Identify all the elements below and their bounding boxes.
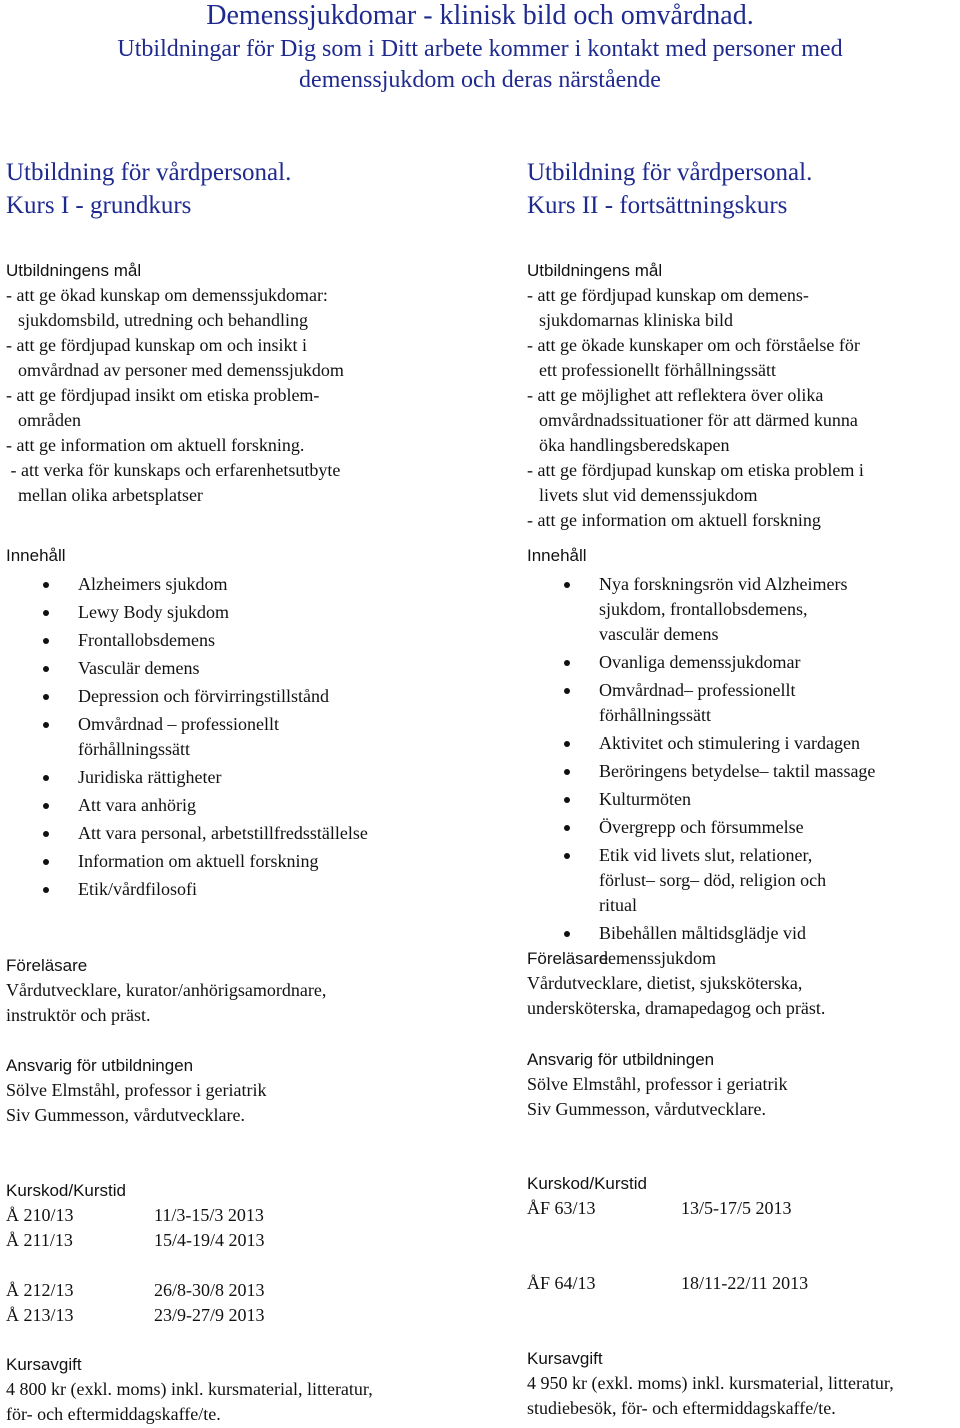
course-2-fee bbox=[527, 1346, 957, 1421]
bullet-icon bbox=[564, 825, 570, 831]
goal-line: - att ge fördjupad kunskap om etiska problem i bbox=[527, 460, 864, 480]
course-1-heading bbox=[6, 156, 466, 222]
goal-line: livets slut vid demenssjukdom bbox=[539, 485, 758, 505]
course-code: ÅF 63/13 bbox=[527, 1198, 596, 1218]
list-item: Etik/vårdfilosofi bbox=[6, 877, 466, 902]
goal-line: - att ge fördjupad kunskap om och insikt i bbox=[6, 335, 307, 355]
bullet-icon bbox=[43, 775, 49, 781]
bullet-icon bbox=[43, 831, 49, 837]
page-title: Demenssjukdomar - klinisk bild och omvårdnad. bbox=[206, 0, 754, 31]
bullet-icon bbox=[43, 859, 49, 865]
course-2-responsible bbox=[527, 1047, 957, 1122]
list-item: Depression och förvirringstillstånd bbox=[6, 684, 466, 709]
schedule-row bbox=[6, 1303, 466, 1328]
goals-label: Utbildningens mål bbox=[6, 261, 142, 280]
schedule-row bbox=[6, 1203, 466, 1228]
course-heading-line: Utbildning för vårdpersonal. bbox=[6, 159, 292, 186]
goal-line: - att ge ökad kunskap om demenssjukdomar: bbox=[6, 285, 328, 305]
list-item: Omvårdnad – professionellt förhållningssätt bbox=[6, 712, 358, 762]
bullet-icon bbox=[564, 931, 570, 937]
list-item: Alzheimers sjukdom bbox=[6, 572, 466, 597]
bullet-icon bbox=[43, 694, 49, 700]
schedule-row bbox=[527, 1196, 957, 1221]
subtitle-line: demenssjukdom och deras närstående bbox=[299, 67, 661, 93]
course-1-lecturers bbox=[6, 953, 466, 1028]
course-heading-line: Utbildning för vårdpersonal. bbox=[527, 159, 813, 186]
goal-line: - att ge ökade kunskaper om och förståelse för bbox=[527, 335, 860, 355]
fee-text: studiebesök, för- och eftermiddagskaffe/te. bbox=[527, 1398, 836, 1418]
list-item: Ovanliga demenssjukdomar bbox=[527, 650, 937, 675]
goal-line: - att ge fördjupad insikt om etiska problem- bbox=[6, 385, 320, 405]
lecturers-label: Föreläsare bbox=[527, 949, 609, 968]
course-dates: 26/8-30/8 2013 bbox=[154, 1280, 265, 1300]
lecturers-text: undersköterska, dramapedagog och präst. bbox=[527, 998, 826, 1018]
lecturers-text: Vårdutvecklare, kurator/anhörigsamordnare, bbox=[6, 980, 327, 1000]
fee-text: 4 950 kr (exkl. moms) inkl. kursmaterial, litteratur, bbox=[527, 1373, 894, 1393]
subtitle-line: Utbildningar för Dig som i Ditt arbete kommer i kontakt med personer med bbox=[117, 36, 843, 62]
course-dates: 18/11-22/11 2013 bbox=[681, 1273, 809, 1293]
list-item: Övergrepp och försummelse bbox=[527, 815, 937, 840]
bullet-icon bbox=[564, 853, 570, 859]
goal-line: öka handlingsberedskapen bbox=[539, 435, 730, 455]
bullet-icon bbox=[43, 803, 49, 809]
list-item: Att vara personal, arbetstillfredsställelse bbox=[6, 821, 466, 846]
list-item: Kulturmöten bbox=[527, 787, 937, 812]
bullet-icon bbox=[43, 722, 49, 728]
course-dates: 13/5-17/5 2013 bbox=[681, 1198, 792, 1218]
list-item: Bibehållen måltidsglädje vid demenssjukdom bbox=[527, 921, 849, 971]
goal-line: omvårdnad av personer med demenssjukdom bbox=[18, 360, 344, 380]
goal-line: - att ge information om aktuell forskning bbox=[527, 510, 821, 530]
goal-line: områden bbox=[18, 410, 81, 430]
content-list bbox=[527, 572, 937, 971]
schedule-row bbox=[6, 1278, 466, 1303]
course-2-lecturers bbox=[527, 946, 957, 1021]
content-label: Innehåll bbox=[527, 546, 587, 565]
fee-label: Kursavgift bbox=[6, 1355, 82, 1374]
responsible-label: Ansvarig för utbildningen bbox=[6, 1056, 194, 1075]
goal-line: ett professionellt förhållningssätt bbox=[539, 360, 776, 380]
goals-list bbox=[6, 283, 466, 508]
course-code: ÅF 64/13 bbox=[527, 1273, 596, 1293]
list-item: Lewy Body sjukdom bbox=[6, 600, 466, 625]
bullet-icon bbox=[564, 688, 570, 694]
list-item: Aktivitet och stimulering i vardagen bbox=[527, 731, 937, 756]
goal-line: sjukdomarnas kliniska bild bbox=[539, 310, 733, 330]
course-code: Å 210/13 bbox=[6, 1205, 74, 1225]
course-dates: 11/3-15/3 2013 bbox=[154, 1205, 264, 1225]
goal-line: - att ge information om aktuell forskning. bbox=[6, 435, 305, 455]
bullet-icon bbox=[564, 582, 570, 588]
list-item: Att vara anhörig bbox=[6, 793, 466, 818]
schedule-label: Kurskod/Kurstid bbox=[6, 1181, 126, 1200]
bullet-icon bbox=[43, 666, 49, 672]
bullet-icon bbox=[564, 797, 570, 803]
goal-line: mellan olika arbetsplatser bbox=[18, 485, 203, 505]
course-heading-line: Kurs I - grundkurs bbox=[6, 192, 192, 219]
list-item: Etik vid livets slut, relationer, förlust– sorg– död, religion och ritual bbox=[527, 843, 859, 918]
schedule-row bbox=[527, 1271, 957, 1296]
goals-label: Utbildningens mål bbox=[527, 261, 663, 280]
bullet-icon bbox=[43, 582, 49, 588]
list-item: Juridiska rättigheter bbox=[6, 765, 466, 790]
responsible-text: Sölve Elmståhl, professor i geriatrik bbox=[6, 1080, 267, 1100]
goal-line: - att ge fördjupad kunskap om demens- bbox=[527, 285, 809, 305]
bullet-icon bbox=[43, 638, 49, 644]
course-dates: 15/4-19/4 2013 bbox=[154, 1230, 265, 1250]
bullet-icon bbox=[564, 769, 570, 775]
goal-line: - att verka för kunskaps och erfarenhetsutbyte bbox=[6, 460, 341, 480]
course-dates: 23/9-27/9 2013 bbox=[154, 1305, 265, 1325]
bullet-icon bbox=[43, 887, 49, 893]
fee-text: 4 800 kr (exkl. moms) inkl. kursmaterial, litteratur, bbox=[6, 1379, 373, 1399]
goal-line: sjukdomsbild, utredning och behandling bbox=[18, 310, 308, 330]
course-2-column bbox=[527, 156, 957, 533]
fee-label: Kursavgift bbox=[527, 1349, 603, 1368]
responsible-label: Ansvarig för utbildningen bbox=[527, 1050, 715, 1069]
schedule-row bbox=[6, 1228, 466, 1253]
list-item: Beröringens betydelse– taktil massage bbox=[527, 759, 937, 784]
lecturers-label: Föreläsare bbox=[6, 956, 88, 975]
list-item: Frontallobsdemens bbox=[6, 628, 466, 653]
list-item: Nya forskningsrön vid Alzheimers sjukdom, frontallobsdemens, vasculär demens bbox=[527, 572, 859, 647]
list-item: Omvårdnad– professionellt förhållningssätt bbox=[527, 678, 849, 728]
goals-list bbox=[527, 283, 957, 533]
course-2-schedule bbox=[527, 1171, 957, 1296]
course-1-column bbox=[6, 156, 466, 508]
fee-text: för- och eftermiddagskaffe/te. bbox=[6, 1404, 221, 1424]
goal-line: omvårdnadssituationer för att därmed kunna bbox=[539, 410, 858, 430]
page-subtitle bbox=[0, 34, 960, 96]
responsible-text: Sölve Elmståhl, professor i geriatrik bbox=[527, 1074, 788, 1094]
course-1-content bbox=[6, 543, 466, 905]
lecturers-text: Vårdutvecklare, dietist, sjuksköterska, bbox=[527, 973, 803, 993]
course-2-content bbox=[527, 543, 957, 974]
course-heading-line: Kurs II - fortsättningskurs bbox=[527, 192, 788, 219]
responsible-text: Siv Gummesson, vårdutvecklare. bbox=[6, 1105, 245, 1125]
bullet-icon bbox=[564, 660, 570, 666]
bullet-icon bbox=[43, 610, 49, 616]
course-1-responsible bbox=[6, 1053, 466, 1128]
list-item: Information om aktuell forskning bbox=[6, 849, 466, 874]
course-1-schedule bbox=[6, 1178, 466, 1328]
goal-line: - att ge möjlighet att reflektera över olika bbox=[527, 385, 824, 405]
content-label: Innehåll bbox=[6, 546, 66, 565]
lecturers-text: instruktör och präst. bbox=[6, 1005, 151, 1025]
bullet-icon bbox=[564, 741, 570, 747]
content-list bbox=[6, 572, 466, 902]
course-1-fee bbox=[6, 1352, 466, 1427]
list-item: Vasculär demens bbox=[6, 656, 466, 681]
course-code: Å 211/13 bbox=[6, 1230, 73, 1250]
course-code: Å 212/13 bbox=[6, 1280, 74, 1300]
schedule-label: Kurskod/Kurstid bbox=[527, 1174, 647, 1193]
course-code: Å 213/13 bbox=[6, 1305, 74, 1325]
responsible-text: Siv Gummesson, vårdutvecklare. bbox=[527, 1099, 766, 1119]
course-2-heading bbox=[527, 156, 957, 222]
